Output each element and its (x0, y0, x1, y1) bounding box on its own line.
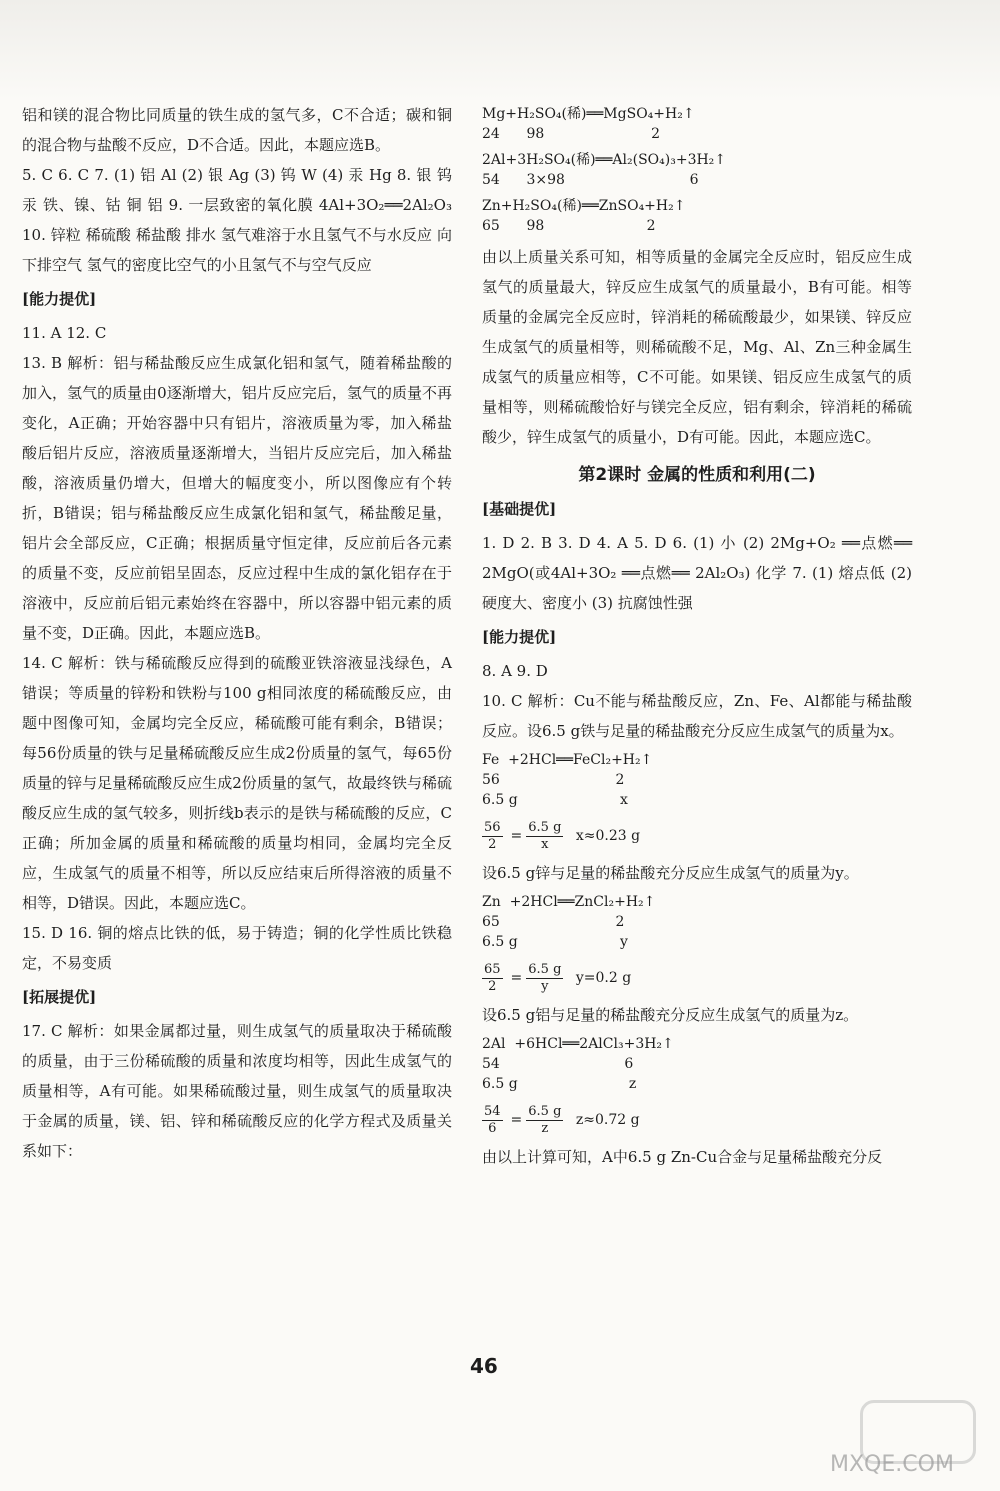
equation-line: 2Al+3H₂SO₄(稀)══Al₂(SO₄)₃+3H₂↑ (482, 152, 727, 168)
paragraph: 17. C 解析：如果金属都过量，则生成氢气的质量取决于稀硫酸的质量，由于三份稀硫酸的质量和浓度均相等，因此生成氢气的质量相等，A有可能。如果稀硫酸过量，则生成氢气的质量取决于金属的质量，镁、铝、锌和稀硫酸反应的化学方程式及质量关系如下： (22, 1022, 452, 1160)
section-heading: [能力提优] (22, 290, 97, 308)
equation-al-hcl (482, 1034, 912, 1094)
section-heading: [基础提优] (482, 500, 557, 518)
calc-result: x≈0.23 g (575, 828, 641, 844)
equation-line: 6.5 g z (482, 1076, 637, 1092)
left-column (22, 100, 452, 1166)
fraction: $\frac{6.5 g}{y}$ (528, 961, 562, 994)
equation-mg (482, 104, 912, 144)
paragraph: 8. A 9. D (482, 662, 548, 680)
section-heading: [拓展提优] (22, 988, 97, 1006)
paragraph: 5. C 6. C 7. (1) 铝 Al (2) 银 Ag (3) 钨 W (4) 汞 Hg 8. 银 钨 汞 铁、镍、钴 铜 铝 9. 一层致密的氧化膜 4Al+3O₂══2Al₂O₃ 10. 锌粒 稀硫酸 稀盐酸 排水 氢气难溶于水且氢气不与水反应 向下排空气 氢气的密度比空气的小且氢气不与空气反应 (22, 166, 452, 274)
paragraph: 设6.5 g铝与足量的稀盐酸充分反应生成氢气的质量为z。 (482, 1006, 859, 1024)
paragraph: 1. D 2. B 3. D 4. A 5. D 6. (1) 小 (2) 2Mg+O₂ ══点燃══ 2MgO(或4Al+3O₂ ══点燃══ 2Al₂O₃) 化学 7. (1) 熔点低 (2) 硬度大、密度小 (3) 抗腐蚀性强 (482, 534, 912, 612)
equation-line: 2Al +6HCl══2AlCl₃+3H₂↑ (482, 1036, 674, 1052)
paragraph: 15. D 16. 铜的熔点比铁的低，易于铸造；铜的化学性质比铁稳定，不易变质 (22, 924, 452, 972)
equation-line: 54 3×98 6 (482, 172, 699, 188)
paragraph: 由以上质量关系可知，相等质量的金属完全反应时，铝反应生成氢气的质量最大，锌反应生成氢气的质量最小，B有可能。相等质量的金属完全反应时，锌消耗的稀硫酸最少，如果镁、锌反应生成氢气的质量相等，则稀硫酸不足，Mg、Al、Zn三种金属生成氢气的质量应相等，C不可能。如果镁、铝反应生成氢气的质量相等，则稀硫酸恰好与镁完全反应，铝有剩余，锌消耗的稀硫酸少，锌生成氢气的质量小，D有可能。因此，本题应选C。 (482, 248, 912, 446)
calc-result: z≈0.72 g (575, 1112, 640, 1128)
equation-line: Zn +2HCl══ZnCl₂+H₂↑ (482, 894, 656, 910)
lesson-title: 第2课时 金属的性质和利用(二) (578, 465, 816, 485)
proportion-calc: $\frac{65}{2}$ = $\frac{6.5 g}{y}$ y=0.2 g (484, 961, 632, 994)
equation-al (482, 150, 912, 190)
fraction: $\frac{56}{2}$ (484, 819, 501, 852)
proportion-calc: $\frac{54}{6}$ = $\frac{6.5 g}{z}$ z≈0.72 g (484, 1103, 640, 1136)
equation-line: 54 6 (482, 1056, 634, 1072)
paragraph: 11. A 12. C (22, 324, 107, 342)
equation-line: 65 98 2 (482, 218, 656, 234)
equation-line: 6.5 g y (482, 934, 628, 950)
equation-line: Mg+H₂SO₄(稀)══MgSO₄+H₂↑ (482, 106, 695, 122)
equation-line: Fe +2HCl══FeCl₂+H₂↑ (482, 752, 653, 768)
equation-line: 6.5 g x (482, 792, 628, 808)
page-number: 46 (470, 1354, 498, 1378)
watermark-text: MXQE.COM (830, 1452, 954, 1477)
equation-line: Zn+H₂SO₄(稀)══ZnSO₄+H₂↑ (482, 198, 686, 214)
equation-line: 24 98 2 (482, 126, 661, 142)
calc-result: y=0.2 g (575, 970, 632, 986)
paragraph: 由以上计算可知，A中6.5 g Zn-Cu合金与足量稀盐酸充分反 (482, 1148, 883, 1166)
scan-top-shadow (0, 0, 1000, 100)
fraction: $\frac{6.5 g}{z}$ (528, 1103, 562, 1136)
fraction: $\frac{6.5 g}{x}$ (528, 819, 562, 852)
equation-line: 56 2 (482, 772, 625, 788)
proportion-calc: $\frac{56}{2}$ = $\frac{6.5 g}{x}$ x≈0.23 g (484, 819, 641, 852)
right-column (482, 100, 912, 1172)
paragraph: 14. C 解析：铁与稀硫酸反应得到的硫酸亚铁溶液显浅绿色，A错误；等质量的锌粉和铁粉与100 g相同浓度的稀硫酸反应，由题中图像可知，金属均完全反应，稀硫酸可能有剩余，B错误；每56份质量的铁与足量稀硫酸反应生成2份质量的氢气，每65份质量的锌与足量稀硫酸反应生成2份质量的氢气，故最终铁与稀硫酸反应生成的氢气较多，则折线b表示的是铁与稀硫酸的反应，C正确；所加金属的质量和稀硫酸的质量均相同，金属均完全反应，生成氢气的质量不相等，所以反应结束后所得溶液的质量不相等，D错误。因此，本题应选C。 (22, 654, 452, 912)
equation-zn (482, 196, 912, 236)
fraction: $\frac{54}{6}$ (484, 1103, 501, 1136)
paragraph: 10. C 解析：Cu不能与稀盐酸反应，Zn、Fe、Al都能与稀盐酸反应。设6.5 g铁与足量的稀盐酸充分反应生成氢气的质量为x。 (482, 692, 912, 740)
equation-zn-hcl (482, 892, 912, 952)
fraction: $\frac{65}{2}$ (484, 961, 501, 994)
paragraph: 设6.5 g锌与足量的稀盐酸充分反应生成氢气的质量为y。 (482, 864, 859, 882)
equation-line: 65 2 (482, 914, 625, 930)
paragraph: 13. B 解析：铝与稀盐酸反应生成氯化铝和氢气，随着稀盐酸的加入，氢气的质量由0逐渐增大，铝片反应完后，氢气的质量不再变化，A正确；开始容器中只有铝片，溶液质量为零，加入稀盐酸后铝片反应，溶液质量逐渐增大，当铝片反应完后，加入稀盐酸，溶液质量仍增大，但增大的幅度变小，所以图像应有个转折，B错误；铝与稀盐酸反应生成氯化铝和氢气，稀盐酸足量，铝片会全部反应，C正确；根据质量守恒定律，反应前后各元素的质量不变，反应前铝呈固态，反应过程中生成的氯化铝存在于溶液中，反应前后铝元素始终在容器中，所以容器中铝元素的质量不变，D正确。因此，本题应选B。 (22, 354, 452, 642)
section-heading: [能力提优] (482, 628, 557, 646)
equation-fe-hcl (482, 750, 912, 810)
paragraph: 铝和镁的混合物比同质量的铁生成的氢气多，C不合适；碳和铜的混合物与盐酸不反应，D不合适。因此，本题应选B。 (22, 106, 452, 154)
